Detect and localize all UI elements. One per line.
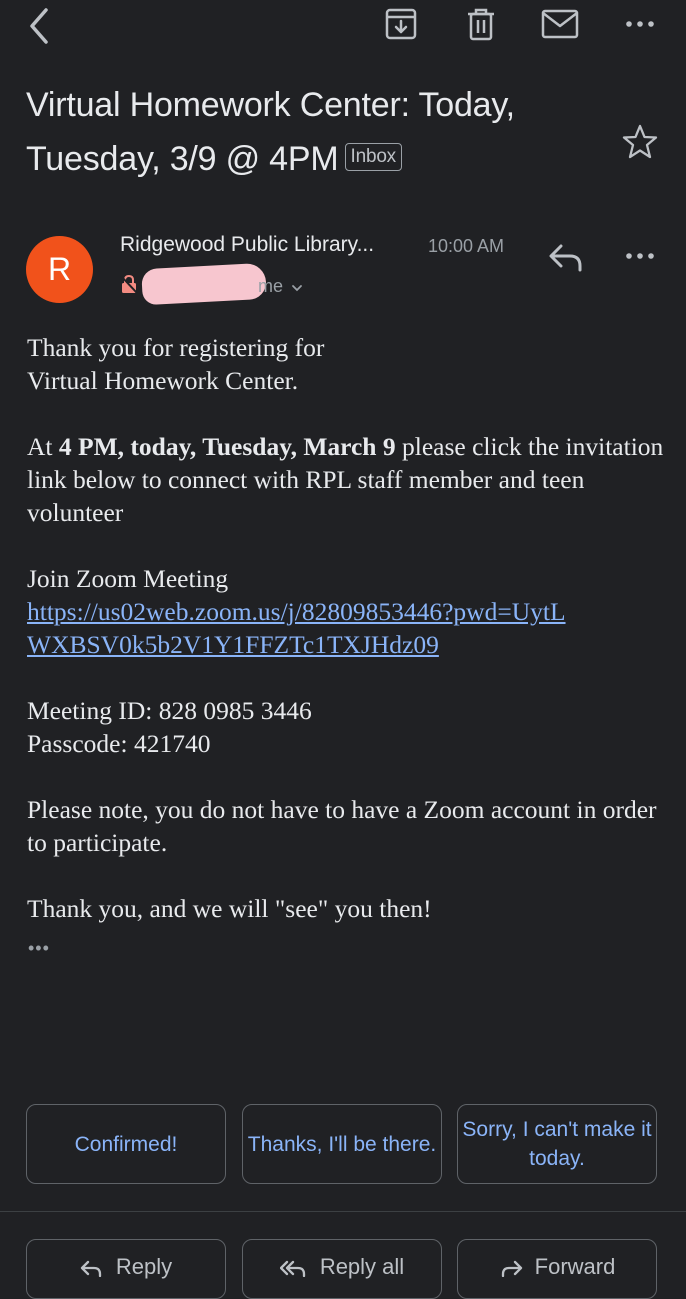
forward-label: Forward (534, 1254, 616, 1279)
subject-text: Virtual Homework Center: Today, Tuesday, 3/9 @ 4PM (26, 86, 515, 178)
show-trimmed-content[interactable]: ••• (28, 938, 50, 958)
message-time: 10:00 AM (428, 236, 505, 256)
star-outline-icon[interactable] (620, 122, 660, 162)
trash-icon[interactable] (463, 6, 499, 42)
passcode: Passcode: 421740 (27, 729, 211, 758)
lock-off-icon (120, 274, 138, 294)
reply-button[interactable] (26, 1239, 226, 1299)
back-arrow-icon[interactable] (22, 6, 56, 46)
body-text: please click the invitation link below to connect with RPL staff member and teen volunteer (27, 432, 664, 527)
email-subject (26, 78, 606, 186)
redaction-mark (141, 263, 267, 305)
reply-icon[interactable] (546, 238, 586, 276)
more-horizontal-icon[interactable] (622, 10, 658, 38)
forward-icon (499, 1259, 523, 1277)
chevron-down-icon (290, 277, 304, 298)
forward-button[interactable] (457, 1239, 657, 1299)
reply-all-label: Reply all (319, 1254, 405, 1279)
body-text: At (27, 432, 59, 461)
zoom-heading: Join Zoom Meeting (27, 564, 229, 593)
recipient-details[interactable] (258, 276, 304, 298)
reply-all-icon (280, 1259, 308, 1277)
body-paragraph: Please note, you do not have to have a Zoom account in order to participate. (27, 795, 657, 857)
meeting-id: Meeting ID: 828 0985 3446 (27, 696, 312, 725)
avatar[interactable]: R (26, 236, 93, 303)
zoom-block (27, 562, 587, 661)
email-body (27, 331, 667, 958)
mail-icon[interactable] (540, 6, 580, 42)
divider (0, 1211, 686, 1212)
reply-all-button[interactable] (242, 1239, 442, 1299)
body-paragraph: Thank you, and we will "see" you then! (27, 894, 432, 923)
reply-icon (80, 1259, 104, 1277)
inbox-label-chip[interactable]: Inbox (345, 143, 402, 171)
archive-icon[interactable] (383, 6, 419, 42)
body-bold-text: 4 PM, today, Tuesday, March 9 (58, 432, 396, 461)
recipient-name: me (258, 276, 284, 296)
zoom-link[interactable]: https://us02web.zoom.us/j/82809853446?pwd=UytLWXBSV0k5b2V1Y1FFZTc1TXJHdz09 (27, 597, 566, 659)
more-horizontal-icon[interactable] (622, 244, 658, 268)
body-paragraph: Thank you for registering for Virtual Homework Center. (27, 333, 325, 395)
smart-reply-chip[interactable]: Thanks, I'll be there. (242, 1104, 442, 1184)
smart-reply-chip[interactable]: Sorry, I can't make it today. (457, 1104, 657, 1184)
meeting-info (27, 694, 667, 760)
reply-label: Reply (115, 1254, 173, 1279)
smart-reply-chip[interactable]: Confirmed! (26, 1104, 226, 1184)
sender-name[interactable]: Ridgewood Public Library... (120, 233, 375, 256)
body-paragraph (27, 430, 667, 529)
